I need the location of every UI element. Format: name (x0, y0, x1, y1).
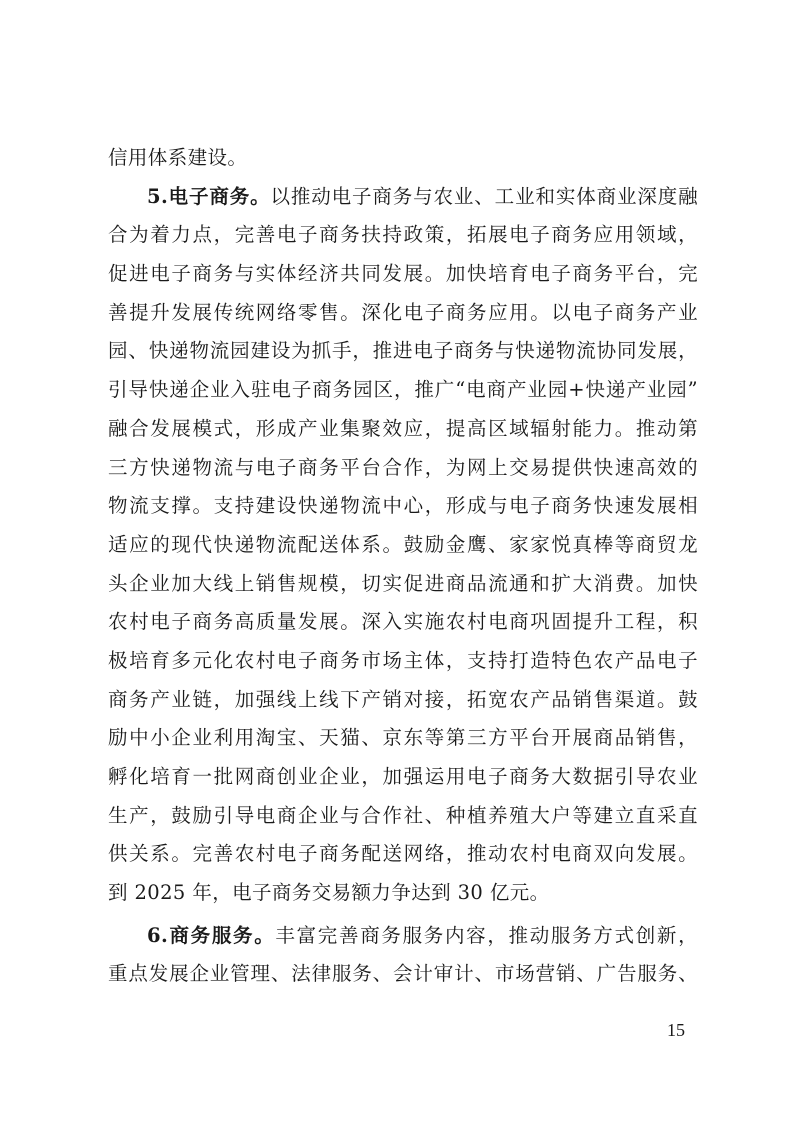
text-line: 供关系。完善农村电子商务配送网络，推动农村电商双向发展。 (108, 842, 698, 866)
section-heading-ecommerce: 5.电子商务。 (147, 184, 271, 208)
text-line: 融合发展模式，形成产业集聚效应，提高区域辐射能力。推动第 (108, 416, 698, 440)
text-line: 孵化培育一批网商创业企业，加强运用电子商务大数据引导农业 (108, 765, 698, 788)
text-line: 信用体系建设。 (108, 146, 248, 169)
text-line: 生产，鼓励引导电商企业与合作社、种植养殖大户等建立直采直 (108, 803, 698, 827)
text-line: 重点发展企业管理、法律服务、会计审计、市场营销、广告服务、 (108, 962, 698, 986)
paragraph-5-first-line (108, 178, 698, 217)
body-text (108, 139, 698, 994)
text-line: 园、快递物流园建设为抓手，推进电子商务与快递物流协同发展， (108, 339, 698, 363)
text-line: 适应的现代快递物流配送体系。鼓励金鹰、家家悦真棒等商贸龙 (108, 532, 698, 556)
text-line: 励中小企业利用淘宝、天猫、京东等第三方平台开展商品销售， (108, 726, 698, 750)
text-line: 极培育多元化农村电子商务市场主体，支持打造特色农产品电子 (108, 648, 698, 672)
text-line: 物流支撑。支持建设快递物流中心，形成与电子商务快速发展相 (108, 494, 698, 518)
text-line: 到 2025 年，电子商务交易额力争达到 30 亿元。 (108, 881, 550, 905)
text-line: 善提升发展传统网络零售。深化电子商务应用。以电子商务产业 (108, 300, 698, 324)
text-run: 丰富完善商务服务内容，推动服务方式创新， (275, 923, 698, 947)
text-line: 促进电子商务与实体经济共同发展。加快培育电子商务平台，完 (108, 262, 698, 286)
text-line: 头企业加大线上销售规模，切实促进商品流通和扩大消费。加快 (108, 571, 698, 595)
text-line: 商务产业链，加强线上线下产销对接，拓宽农产品销售渠道。鼓 (108, 687, 698, 711)
page-number: 15 (667, 1020, 685, 1040)
text-line: 农村电子商务高质量发展。深入实施农村电商巩固提升工程，积 (108, 610, 698, 634)
text-run: 以推动电子商务与农业、工业和实体商业深度融 (270, 184, 698, 208)
text-line: 引导快递企业入驻电子商务园区，推广“电商产业园+快递产业园” (108, 378, 698, 402)
text-line: 三方快递物流与电子商务平台合作，为网上交易提供快速高效的 (108, 455, 698, 479)
text-line: 合为着力点，完善电子商务扶持政策，拓展电子商务应用领域， (108, 223, 698, 247)
paragraph-6-first-line (108, 917, 698, 956)
section-heading-business-services: 6.商务服务。 (147, 923, 276, 947)
